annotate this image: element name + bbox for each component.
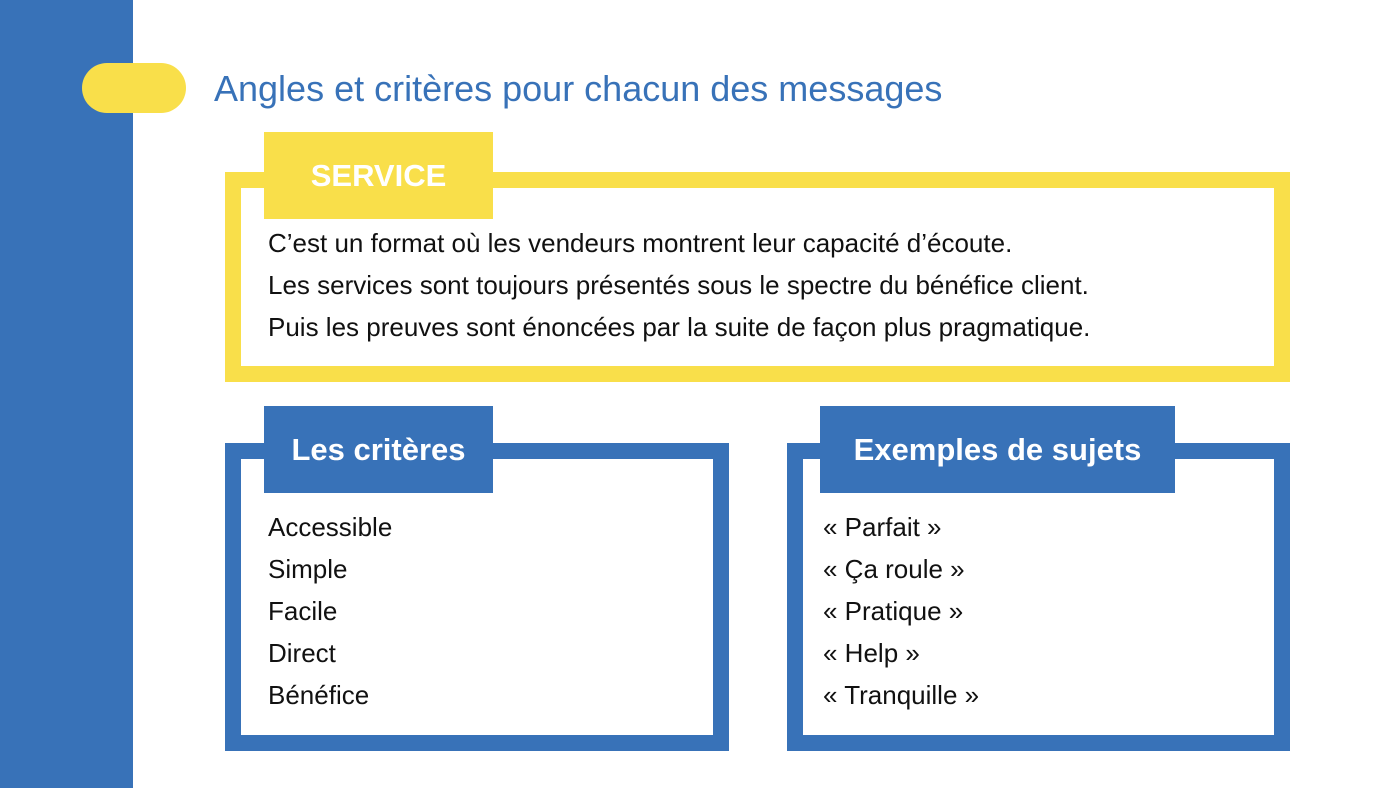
criteria-heading: Les critères: [264, 406, 493, 493]
service-heading: SERVICE: [264, 132, 493, 219]
title-accent-pill: [82, 63, 186, 113]
example-item: « Parfait »: [823, 512, 942, 542]
page-title: Angles et critères pour chacun des messages: [214, 68, 943, 109]
criteria-item: Direct: [268, 638, 336, 668]
criteria-item: Bénéfice: [268, 680, 370, 710]
service-description: [268, 222, 1090, 348]
service-line: Puis les preuves sont énoncées par la suite de façon plus pragmatique.: [268, 312, 1091, 342]
example-item: « Ça roule »: [823, 554, 965, 584]
criteria-list: [268, 506, 392, 716]
criteria-item: Accessible: [268, 512, 393, 542]
example-item: « Tranquille »: [823, 680, 980, 710]
left-accent-band: [0, 0, 133, 788]
examples-heading: Exemples de sujets: [820, 406, 1175, 493]
example-item: « Pratique »: [823, 596, 964, 626]
examples-list: [823, 506, 979, 716]
service-line: C’est un format où les vendeurs montrent leur capacité d’écoute.: [268, 228, 1013, 258]
service-line: Les services sont toujours présentés sous le spectre du bénéfice client.: [268, 270, 1089, 300]
criteria-item: Simple: [268, 554, 348, 584]
example-item: « Help »: [823, 638, 920, 668]
criteria-item: Facile: [268, 596, 338, 626]
